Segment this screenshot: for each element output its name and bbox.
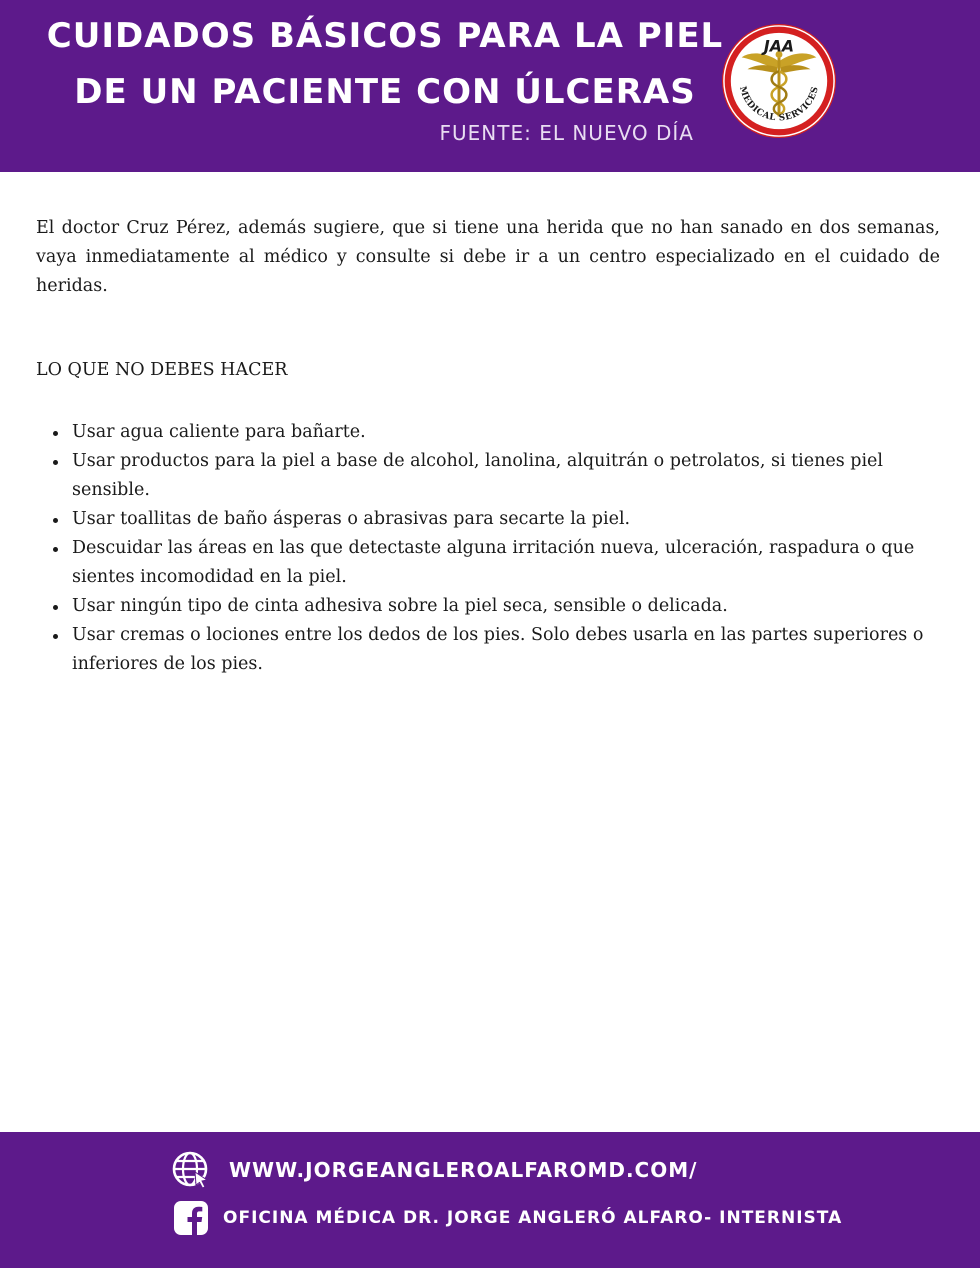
list-item: Descuidar las áreas en las que detectaste alguna irritación nueva, ulceración, raspadura o que sientes incomodidad en la piel. [36,534,946,592]
logo-text-jaa: JAA [763,36,795,56]
section-heading: LO QUE NO DEBES HACER [36,360,288,380]
list-item: Usar ningún tipo de cinta adhesiva sobre la piel seca, sensible o delicada. [36,592,946,621]
facebook-row[interactable] [171,1198,842,1238]
facebook-page-link[interactable]: OFICINA MÉDICA DR. JORGE ANGLERÓ ALFARO- INTERNISTA [223,1208,843,1228]
facebook-icon [171,1198,211,1238]
website-row[interactable] [171,1150,697,1190]
footer-banner [0,1132,980,1268]
source-label: FUENTE: EL NUEVO DÍA [439,121,694,145]
website-link[interactable]: WWW.JORGEANGLEROALFAROMD.COM/ [229,1158,698,1182]
list-item: Usar agua caliente para bañarte. [36,418,946,447]
page-title-line-2: DE UN PACIENTE CON ÚLCERAS [74,72,696,112]
list-item: Usar cremas o lociones entre los dedos de los pies. Solo debes usarla en las partes superiores o inferiores de los pies. [36,621,946,679]
list-item: Usar toallitas de baño ásperas o abrasivas para secarte la piel. [36,505,946,534]
globe-cursor-icon [171,1150,211,1190]
list-item: Usar productos para la piel a base de alcohol, lanolina, alquitrán o petrolatos, si tienes piel sensible. [36,447,946,505]
header-banner [0,0,980,172]
caduceus-logo [720,22,838,140]
logo-text-ring: MEDICAL SERVICES [736,85,821,124]
intro-paragraph: El doctor Cruz Pérez, además sugiere, que si tiene una herida que no han sanado en dos semanas, vaya inmediatamente al médico y consulte si debe ir a un centro especializado en el cuidado de heridas. [36,218,940,296]
dont-list [36,418,946,679]
page-title-line-1: CUIDADOS BÁSICOS PARA LA PIEL [46,16,724,56]
